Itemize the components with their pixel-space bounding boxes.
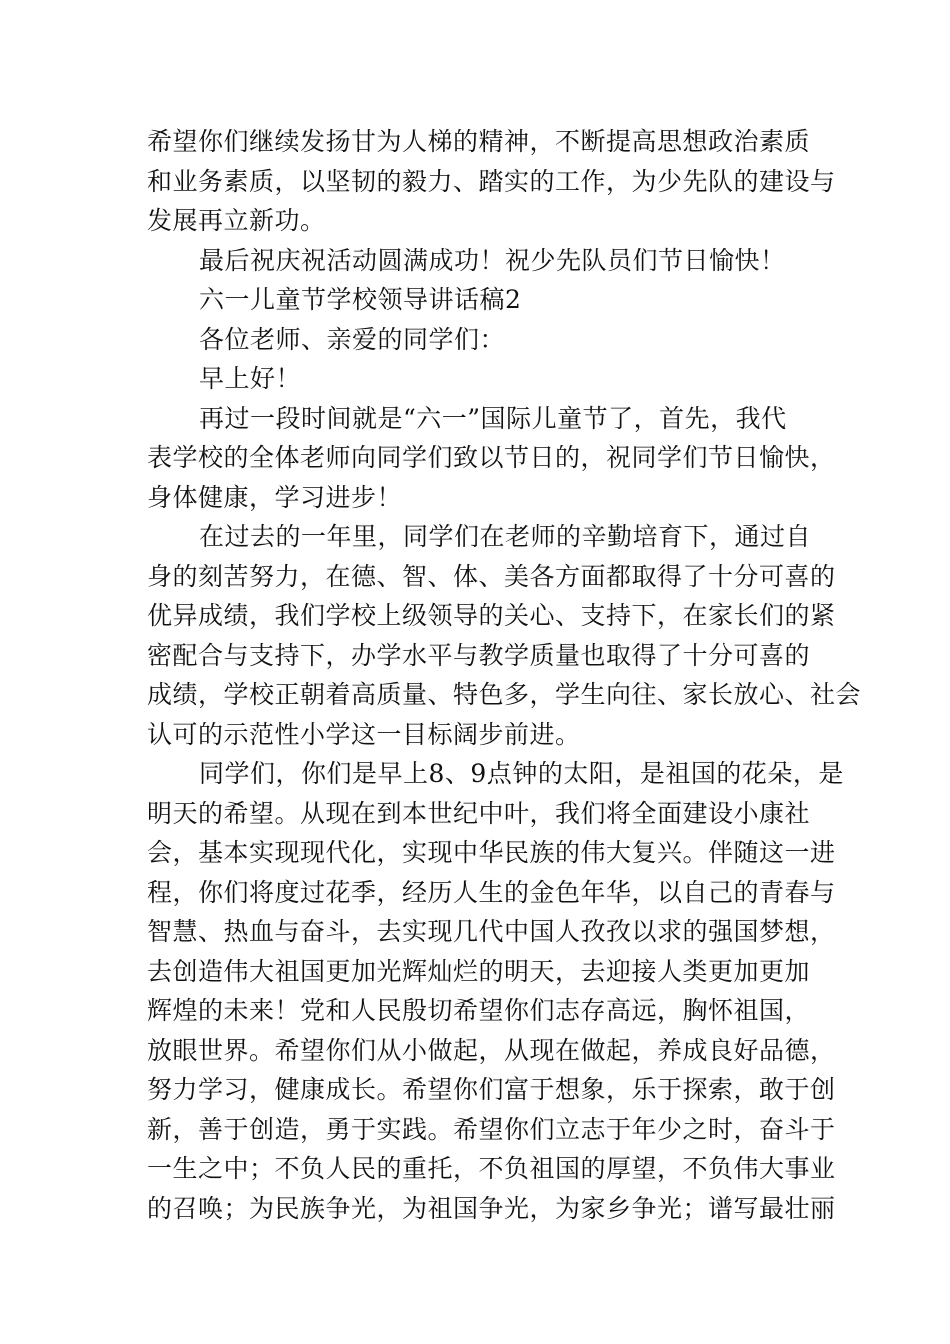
text-line: 同学们，你们是早上8、9点钟的太阳，是祖国的花朵，是 (199, 759, 844, 788)
text-line: 早上好！ (199, 364, 302, 393)
text-line: 新，善于创造，勇于实践。希望你们立志于年少之时，奋斗于 (147, 1114, 836, 1144)
text-line: 六一儿童节学校领导讲话稿2 (199, 285, 522, 314)
text-line: 优异成绩，我们学校上级领导的关心、支持下，在家长们的紧 (147, 601, 836, 630)
text-line: 一生之中；不负人民的重托，不负祖国的厚望，不负伟大事业 (147, 1154, 836, 1183)
text-line: 各位老师、亲爱的同学们： (199, 324, 506, 354)
text-line: 去创造伟大祖国更加光辉灿烂的明天，去迎接人类更加更加 (147, 956, 811, 986)
text-line: 智慧、热血与奋斗，去实现几代中国人孜孜以求的强国梦想， (147, 917, 836, 946)
text-line: 希望你们继续发扬甘为人梯的精神，不断提高思想政治素质 (147, 127, 811, 156)
text-line: 身体健康，学习进步！ (147, 482, 403, 512)
text-line: 表学校的全体老师向同学们致以节日的，祝同学们节日愉快， (147, 443, 836, 472)
text-line: 的召唤；为民族争光，为祖国争光，为家乡争光；谱写最壮丽 (147, 1193, 836, 1223)
text-line: 密配合与支持下，办学水平与教学质量也取得了十分可喜的 (147, 640, 811, 670)
text-line: 成绩，学校正朝着高质量、特色多，学生向往、家长放心、社会 (147, 680, 862, 709)
text-line: 在过去的一年里，同学们在老师的辛勤培育下，通过自 (199, 522, 812, 551)
text-line: 程，你们将度过花季，经历人生的金色年华，以自己的青春与 (147, 877, 836, 907)
text-line: 放眼世界。希望你们从小做起，从现在做起，养成良好品德， (147, 1035, 836, 1065)
text-line: 努力学习，健康成长。希望你们富于想象，乐于探索，敢于创 (147, 1075, 836, 1104)
text-line: 身的刻苦努力，在德、智、体、美各方面都取得了十分可喜的 (147, 561, 836, 591)
text-line: 明天的希望。从现在到本世纪中叶，我们将全面建设小康社 (147, 798, 811, 828)
document-body (147, 122, 862, 1228)
text-line: 最后祝庆祝活动圆满成功！祝少先队员们节日愉快！ (199, 245, 786, 275)
text-line: 和业务素质，以坚韧的毅力、踏实的工作，为少先队的建设与 (147, 166, 836, 196)
text-line: 再过一段时间就是“六一”国际儿童节了，首先，我代 (199, 403, 787, 433)
text-line: 发展再立新功。 (147, 206, 326, 235)
text-line: 会，基本实现现代化，实现中华民族的伟大复兴。伴随这一进 (147, 838, 836, 867)
text-line: 认可的示范性小学这一目标阔步前进。 (147, 719, 581, 749)
text-line: 辉煌的未来！党和人民殷切希望你们志存高远，胸怀祖国， (147, 996, 811, 1025)
